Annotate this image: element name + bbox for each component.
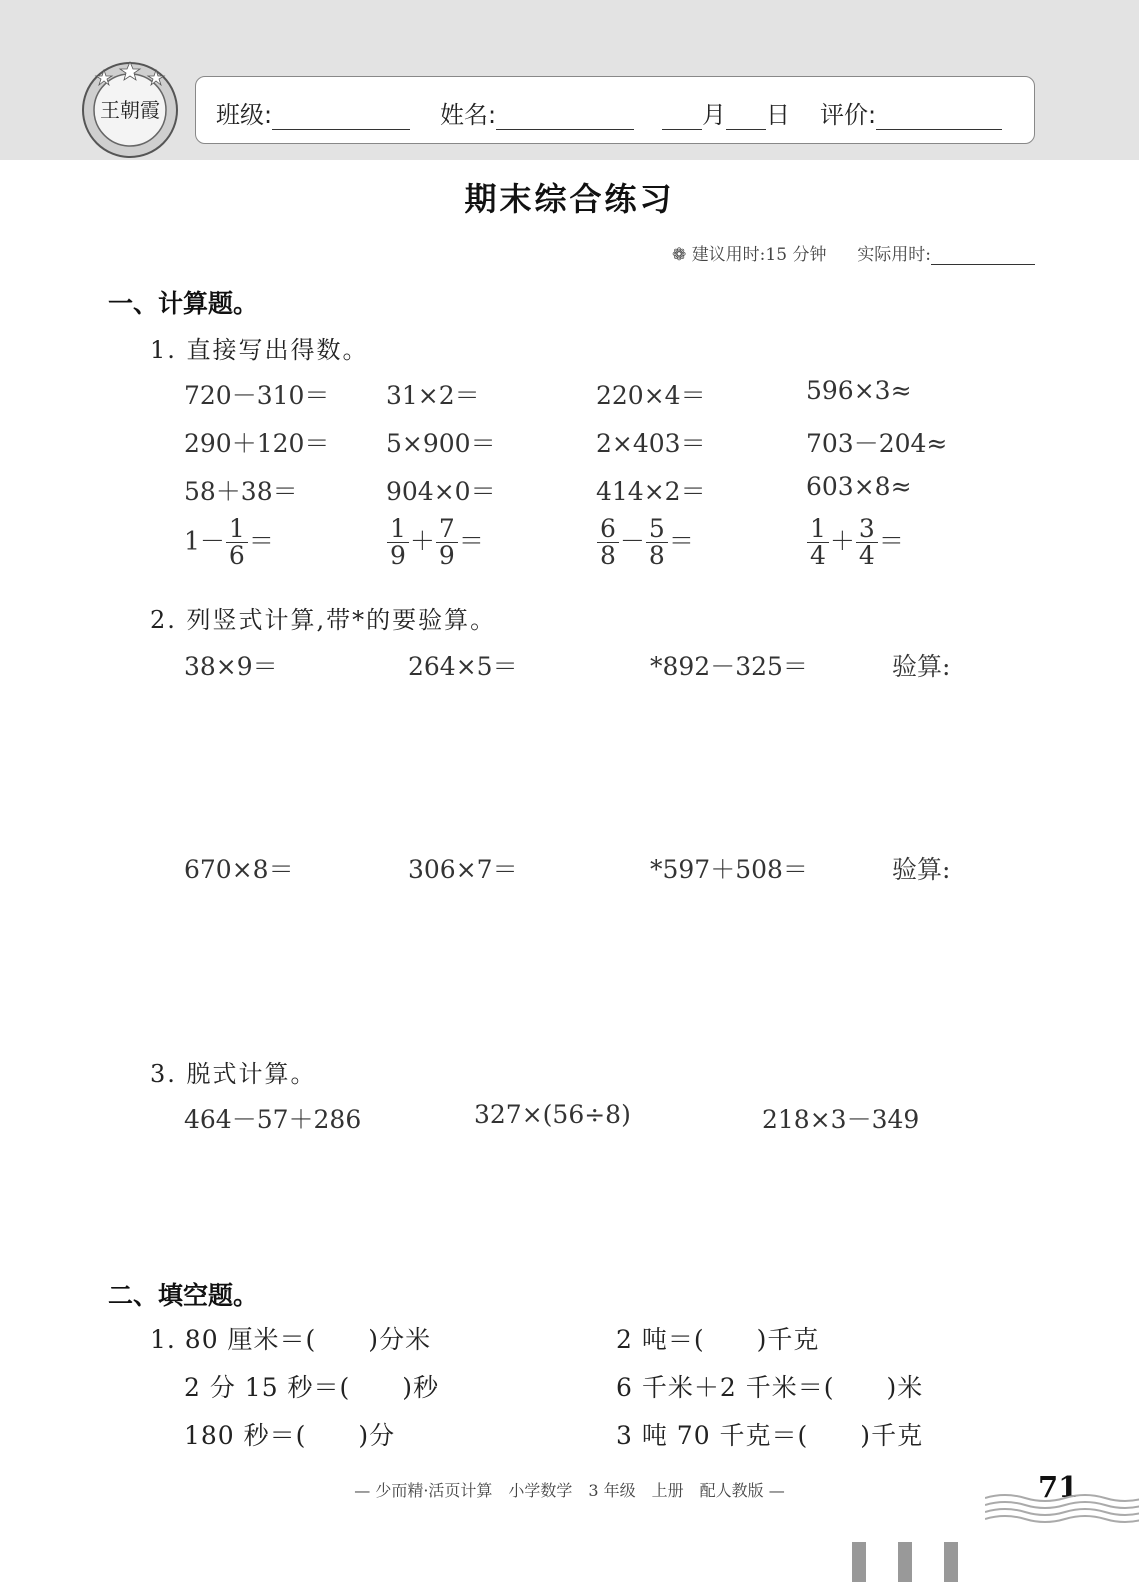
fill-blank-item[interactable]: 1. 80 厘米＝( )分米 [150, 1325, 432, 1354]
oral-expr: 703－204≈ [806, 429, 948, 458]
fill-blank-item[interactable]: 3 吨 70 千克＝( )千克 [616, 1421, 924, 1450]
fill-blank-item[interactable]: 2 分 15 秒＝( )秒 [184, 1373, 440, 1402]
timing-line [672, 240, 1035, 265]
vertical-calc-expr: *597＋508＝ [650, 855, 808, 884]
step-calc-expr: 218×3－349 [762, 1105, 920, 1134]
wave-decoration [985, 1492, 1139, 1528]
oral-expr: 290＋120＝ [184, 429, 330, 458]
page-title: 期末综合练习 [464, 180, 675, 218]
oral-expr: 603×8≈ [806, 472, 912, 501]
vertical-calc-expr: 670×8＝ [184, 855, 294, 884]
oral-expr: 5×900＝ [386, 429, 496, 458]
binding-bars-decoration [852, 1542, 962, 1582]
section1-heading: 一、计算题。 [108, 289, 259, 318]
page-number: 71 [1038, 1470, 1079, 1504]
actual-time-label: 实际用时: [857, 245, 931, 265]
day-label: 日 [766, 101, 790, 129]
student-info-box [195, 76, 1035, 144]
class-blank[interactable] [272, 103, 410, 130]
fill-blank-item[interactable]: 180 秒＝( )分 [184, 1421, 396, 1450]
oral-expr: 220×4＝ [596, 381, 706, 410]
class-field[interactable] [216, 95, 410, 130]
eval-field[interactable] [820, 95, 1002, 130]
q3-heading: 3. 脱式计算。 [150, 1060, 317, 1088]
fraction-expr: $\frac{6}{8}$ － $\frac{5}{8}$ ＝ [596, 516, 694, 570]
month-label: 月 [702, 101, 726, 129]
q2-heading: 2. 列竖式计算,带*的要验算。 [150, 606, 497, 634]
vertical-calc-expr: 264×5＝ [408, 652, 518, 681]
oral-expr: 596×3≈ [806, 376, 912, 405]
footer-text: — 少而精·活页计算 小学数学 3 年级 上册 配人教版 — [354, 1481, 785, 1500]
step-calc-expr: 464－57＋286 [184, 1105, 362, 1134]
suggested-time: 建议用时:15 分钟 [691, 245, 827, 265]
q1-heading: 1. 直接写出得数。 [150, 336, 369, 364]
eval-blank[interactable] [876, 103, 1002, 130]
fill-blank-item[interactable]: 6 千米＋2 千米＝( )米 [616, 1373, 924, 1402]
section2-heading: 二、填空题。 [108, 1281, 259, 1310]
oral-expr: 414×2＝ [596, 477, 706, 506]
logo-text: 王朝霞 [100, 98, 160, 122]
oral-expr: 58＋38＝ [184, 477, 298, 506]
publisher-logo [80, 60, 180, 160]
eval-label: 评价: [820, 101, 877, 129]
vertical-calc-expr: 38×9＝ [184, 652, 278, 681]
fraction-expr: $\frac{1}{4}$ ＋ $\frac{3}{4}$ ＝ [806, 516, 904, 570]
vertical-calc-expr: 306×7＝ [408, 855, 518, 884]
day-blank[interactable] [726, 103, 766, 130]
step-calc-expr: 327×(56÷8) [474, 1100, 631, 1129]
vertical-calc-expr: *892－325＝ [650, 652, 808, 681]
check-label: 验算: [892, 652, 951, 681]
name-label: 姓名: [440, 101, 497, 129]
oral-expr: 31×2＝ [386, 381, 480, 410]
date-field[interactable] [662, 95, 790, 130]
class-label: 班级: [216, 101, 273, 129]
oral-expr: 720－310＝ [184, 381, 330, 410]
check-label: 验算: [892, 855, 951, 884]
month-blank[interactable] [662, 103, 702, 130]
fill-blank-item[interactable]: 2 吨＝( )千克 [616, 1325, 820, 1354]
name-field[interactable] [440, 95, 634, 130]
oral-expr: 2×403＝ [596, 429, 706, 458]
fraction-expr: $\frac{1}{9}$ ＋ $\frac{7}{9}$ ＝ [386, 516, 484, 570]
actual-time-blank[interactable] [931, 246, 1035, 265]
name-blank[interactable] [496, 103, 634, 130]
oral-expr: 904×0＝ [386, 477, 496, 506]
clock-icon: ❁ [672, 245, 687, 265]
fraction-expr: 1－ $\frac{1}{6}$ ＝ [184, 514, 274, 571]
